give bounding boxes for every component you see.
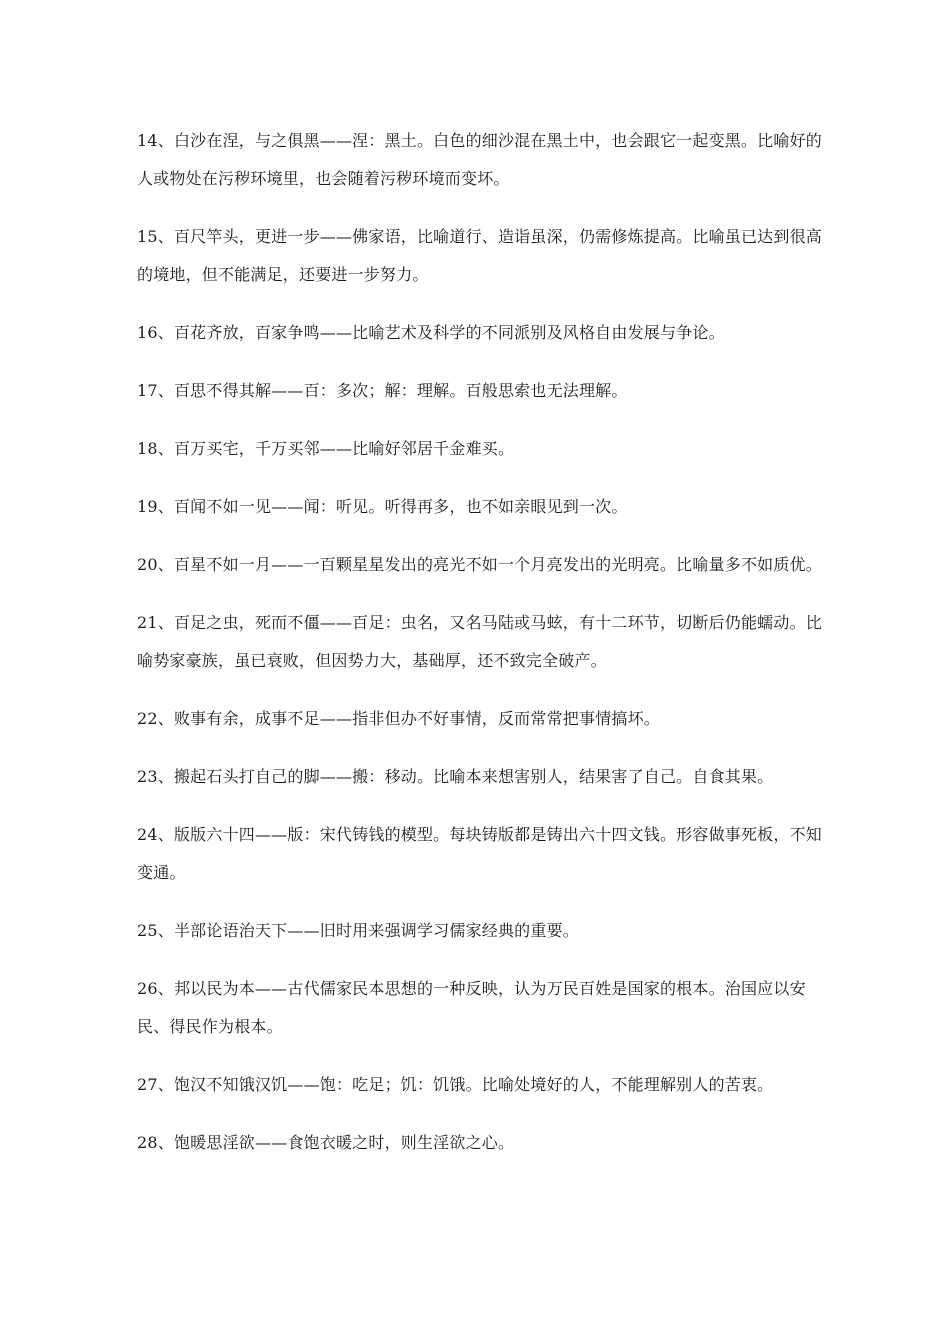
entry-number: 23、 [137, 767, 174, 786]
entry-text: 饱汉不知饿汉饥——饱：吃足；饥：饥饿。比喻处境好的人，不能理解别人的苦衷。 [173, 1075, 774, 1094]
entry-text: 百花齐放，百家争鸣——比喻艺术及科学的不同派别及风格自由发展与争论。 [173, 323, 725, 342]
entry-text: 百万买宅，千万买邻——比喻好邻居千金难买。 [173, 439, 515, 458]
idiom-entry-20 [137, 546, 830, 584]
entry-number: 28、 [137, 1133, 174, 1152]
idiom-entry-23 [137, 758, 830, 796]
idiom-entry-18 [137, 430, 830, 468]
entry-text: 搬起石头打自己的脚——搬：移动。比喻本来想害别人，结果害了自己。自食其果。 [173, 767, 774, 786]
entry-number: 21、 [137, 613, 174, 632]
entry-number: 26、 [137, 979, 174, 998]
idiom-entry-17 [137, 372, 830, 410]
entry-number: 27、 [137, 1075, 174, 1094]
entry-number: 25、 [137, 921, 174, 940]
entry-number: 15、 [137, 227, 174, 246]
entry-number: 16、 [137, 323, 174, 342]
entry-text: 败事有余，成事不足——指非但办不好事情，反而常常把事情搞坏。 [173, 709, 660, 728]
entry-number: 17、 [137, 381, 174, 400]
entry-number: 20、 [137, 555, 174, 574]
entry-text: 百闻不如一见——闻：听见。听得再多，也不如亲眼见到一次。 [173, 497, 628, 516]
idiom-entry-26 [137, 970, 830, 1046]
idiom-entry-21 [137, 604, 830, 680]
entry-number: 22、 [137, 709, 174, 728]
idiom-entry-16 [137, 314, 830, 352]
entry-text: 百足之虫，死而不僵——百足：虫名，又名马陆或马蚿，有十二环节，切断后仍能蠕动。比喻势家豪族，虽已衰败，但因势力大，基础厚，还不致完全破产。 [137, 613, 822, 670]
entry-number: 24、 [137, 825, 174, 844]
entry-text: 半部论语治天下——旧时用来强调学习儒家经典的重要。 [173, 921, 579, 940]
idiom-entry-24 [137, 816, 830, 892]
idiom-entry-15 [137, 218, 830, 294]
entry-number: 19、 [137, 497, 174, 516]
entry-text: 百尺竿头，更进一步——佛家语，比喻道行、造诣虽深，仍需修炼提高。比喻虽已达到很高的境地，但不能满足，还要进一步努力。 [137, 227, 822, 284]
entry-text: 百思不得其解——百：多次；解：理解。百般思索也无法理解。 [173, 381, 628, 400]
idiom-entry-14 [137, 122, 830, 198]
idiom-entry-19 [137, 488, 830, 526]
idiom-entry-22 [137, 700, 830, 738]
idiom-entry-27 [137, 1066, 830, 1104]
entry-number: 14、 [137, 131, 174, 150]
entry-text: 白沙在涅，与之俱黑——涅：黑土。白色的细沙混在黑土中，也会跟它一起变黑。比喻好的人或物处在污秽环境里，也会随着污秽环境而变坏。 [137, 131, 822, 188]
entry-number: 18、 [137, 439, 174, 458]
entry-text: 版版六十四——版：宋代铸钱的模型。每块铸版都是铸出六十四文钱。形容做事死板，不知变通。 [137, 825, 822, 882]
idiom-entry-25 [137, 912, 830, 950]
entry-text: 百星不如一月——一百颗星星发出的亮光不如一个月亮发出的光明亮。比喻量多不如质优。 [173, 555, 822, 574]
entry-text: 饱暖思淫欲——食饱衣暖之时，则生淫欲之心。 [173, 1133, 515, 1152]
entry-text: 邦以民为本——古代儒家民本思想的一种反映，认为万民百姓是国家的根本。治国应以安民、得民作为根本。 [137, 979, 806, 1036]
idiom-entry-28 [137, 1124, 830, 1162]
